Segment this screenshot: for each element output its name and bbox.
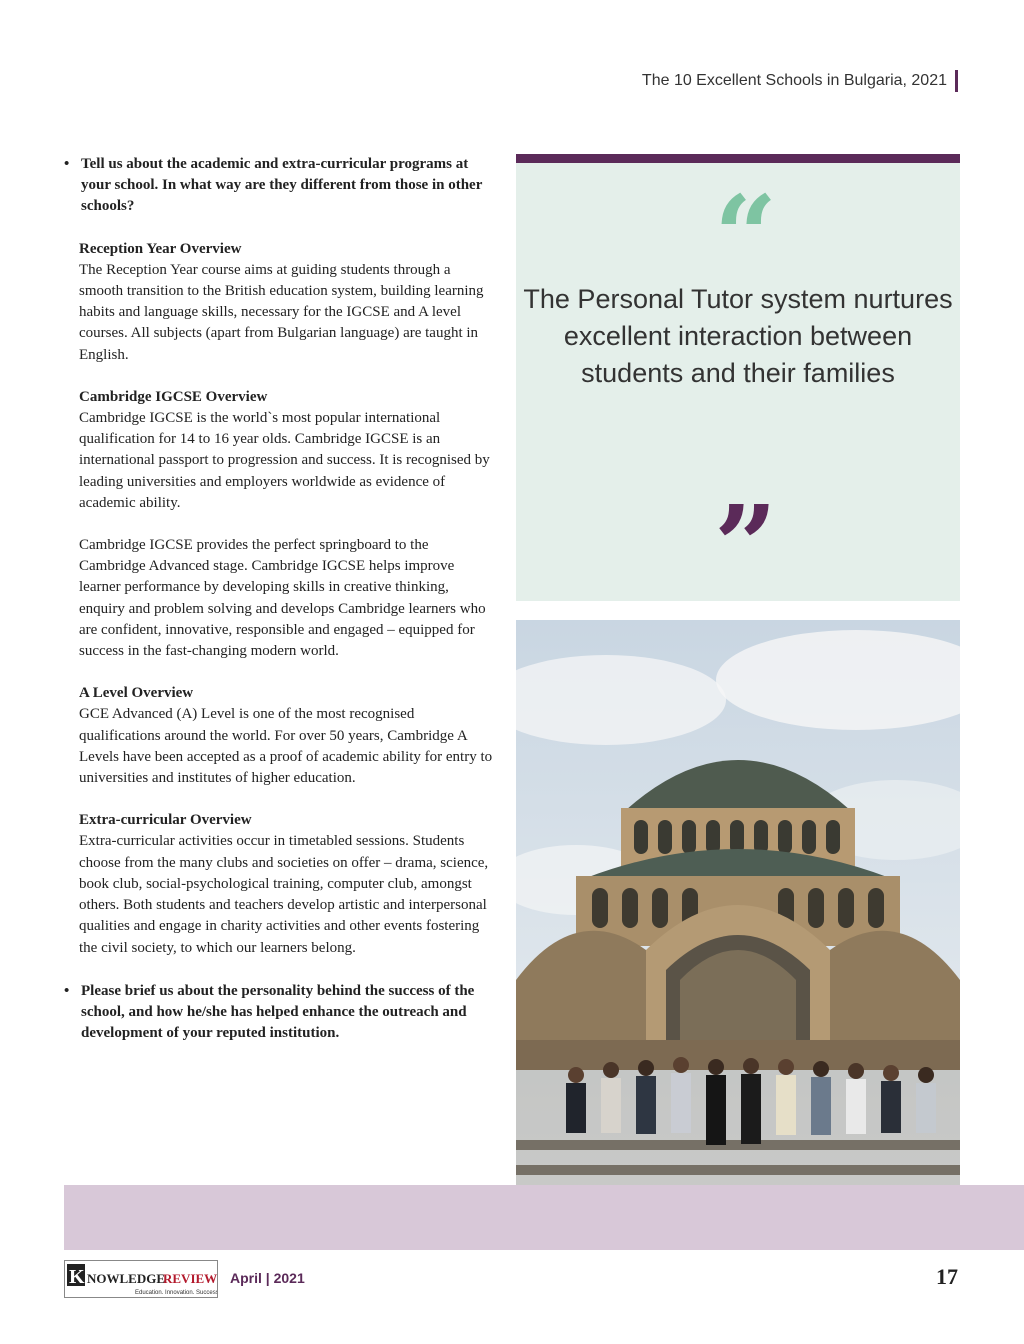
question-2 <box>64 981 494 1045</box>
bullet: • <box>64 156 70 172</box>
knowledge-review-logo <box>64 1260 218 1298</box>
section-extra-curricular <box>64 810 494 958</box>
bottom-color-band <box>64 1185 1024 1250</box>
article-body <box>64 154 494 1044</box>
pull-quote-box <box>516 163 960 610</box>
svg-text:K: K <box>69 1266 85 1288</box>
svg-text:REVIEW: REVIEW <box>163 1271 217 1286</box>
section-igcse <box>64 387 494 662</box>
section-paragraph: Cambridge IGCSE provides the perfect springboard to the Cambridge Advanced stage. Cambridge IGCSE helps improve learner performance by developing skills in creative thinking, enquiry and problem solving and develops Cambridge learners who are confident, innovative, responsible and engaged – equipped for success in the fast-changing modern world. <box>79 537 486 660</box>
bullet: • <box>64 982 70 999</box>
section-paragraph: Extra-curricular activities occur in timetabled sessions. Students choose from the many clubs and societies on offer – drama, science, book club, social-psychological training, computer club, amongst others. Both students and teachers develop artistic and interpersonal qualities and engage in charity activities and other events fostering the civil society, to which our learners belong. <box>79 833 489 956</box>
running-header: The 10 Excellent Schools in Bulgaria, 2021 <box>642 70 958 92</box>
section-paragraph: GCE Advanced (A) Level is one of the most recognised qualifications around the world. For over 50 years, Cambridge A Levels have been accepted as a proof of academic ability for entry to universities and institutes of higher education. <box>79 706 493 787</box>
issue-date: April | 2021 <box>230 1270 305 1286</box>
cathedral-group-photo <box>516 620 960 1242</box>
pull-quote-text: The Personal Tutor system nurtures excellent interaction between students and their families <box>523 284 953 388</box>
open-quote-icon: “ <box>714 171 778 300</box>
pull-quote-top-bar <box>516 154 960 163</box>
question-1-text: Tell us about the academic and extra-curricular programs at your school. In what way are they different from those in other schools? <box>81 156 483 215</box>
section-reception-year <box>64 239 494 366</box>
section-paragraph: The Reception Year course aims at guiding students through a smooth transition to the British education system, building learning habits and language skills, necessary for the IGCSE and A level courses. All subjects (apart from Bulgarian language) are taught in English. <box>79 261 484 363</box>
page-number: 17 <box>936 1264 958 1289</box>
svg-text:Education. Innovation. Success: Education. Innovation. Success <box>135 1290 217 1296</box>
section-a-level <box>64 683 494 789</box>
svg-text:NOWLEDGE: NOWLEDGE <box>87 1271 166 1286</box>
section-heading: Cambridge IGCSE Overview <box>79 388 268 405</box>
section-heading: Reception Year Overview <box>79 240 242 257</box>
question-1 <box>64 154 494 218</box>
section-heading: A Level Overview <box>79 685 194 702</box>
question-2-text: Please brief us about the personality behind the success of the school, and how he/she has helped enhance the outreach and development of your reputed institution. <box>81 982 475 1042</box>
close-quote-icon: ” <box>714 481 778 610</box>
section-paragraph: Cambridge IGCSE is the world`s most popular international qualification for 14 to 16 year olds. Cambridge IGCSE is an international passport to progression and success. It is recognised by leading universities and employers worldwide as evidence of academic ability. <box>79 410 490 511</box>
section-heading: Extra-curricular Overview <box>79 812 252 829</box>
